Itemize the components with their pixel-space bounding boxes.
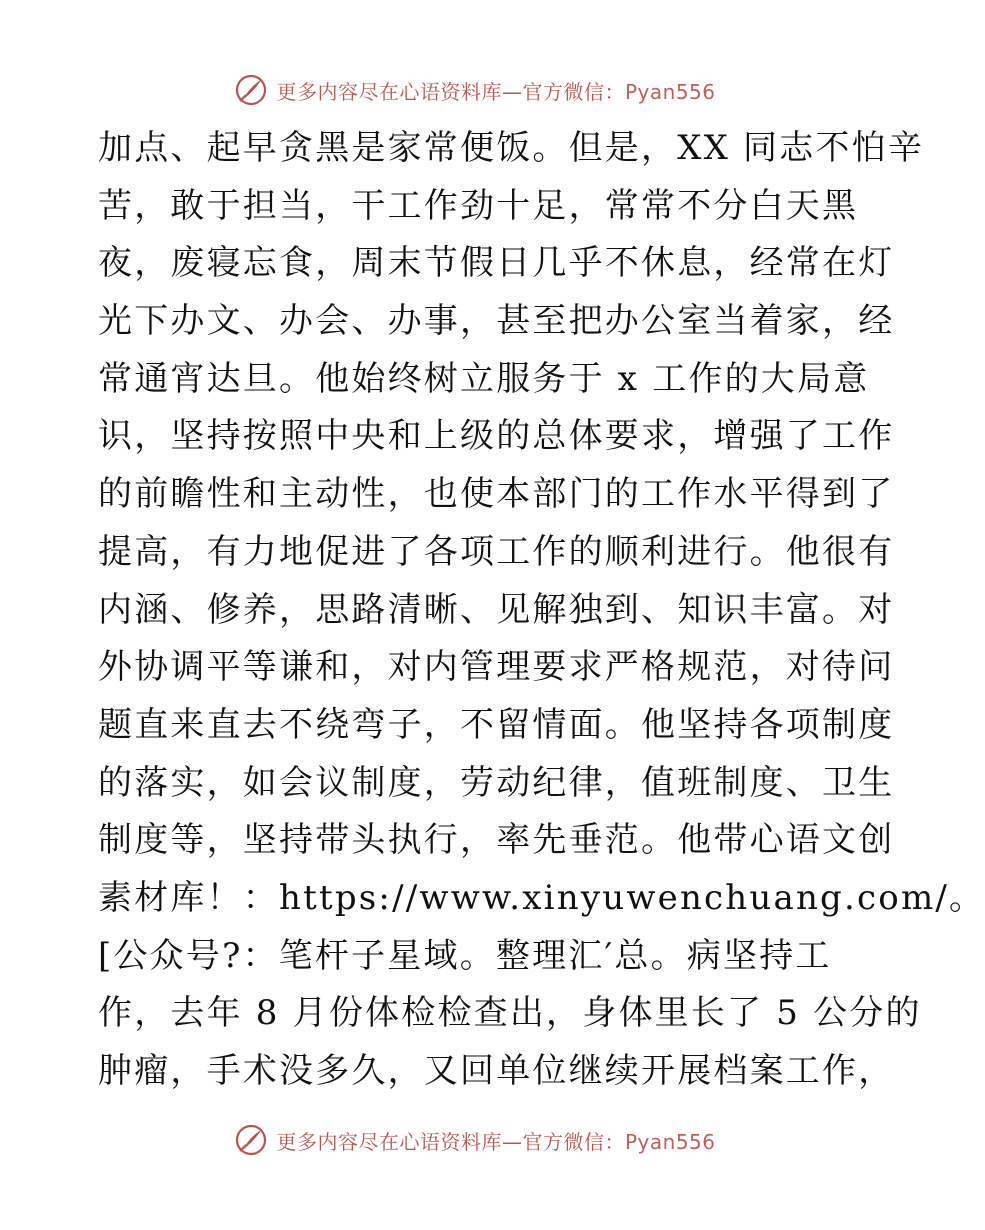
body-line: 夜，废寝忘食，周末节假日几乎不休息，经常在灯 [98, 243, 895, 284]
body-line: 素材库！：https://www.xinyuwenchuang.com/。 [98, 877, 985, 918]
footer-contact: Pyan556 [624, 1129, 716, 1154]
header-contact: Pyan556 [624, 79, 716, 104]
body-line: 提高，有力地促进了各项工作的顺利进行。他很有 [98, 531, 895, 572]
body-line: 苦，敢于担当，干工作劲十足，常常不分白天黑 [98, 185, 859, 226]
body-line: 加点、起早贪黑是家常便饭。但是，XX 同志不怕辛 [98, 128, 925, 168]
feather-pen-logo-icon [234, 73, 268, 107]
body-line: 题直来直去不绕弯子，不留情面。他坚持各项制度 [98, 704, 895, 745]
body-line: 肿瘤，手术没多久，又回单位继续开展档案工作， [98, 1051, 895, 1091]
body-line: 的落实，如会议制度，劳动纪律，值班制度、卫生 [98, 762, 895, 803]
body-line: 常通宵达旦。他始终树立服务于 x 工作的大局意 [98, 358, 870, 399]
body-line: 外协调平等谦和，对内管理要求严格规范，对待问 [98, 647, 895, 688]
body-line: 制度等，坚持带头执行，率先垂范。他带心语文创 [98, 820, 895, 861]
body-line: 光下办文、办会、办事，甚至把办公室当着家，经 [98, 301, 895, 342]
footer-brand-text: 更多内容尽在心语资料库—官方微信： [276, 1129, 625, 1154]
body-line: 作，去年 8 月份体检检查出，身体里长了 5 公分的 [98, 993, 922, 1034]
body-line: 识，坚持按照中央和上级的总体要求，增强了工作 [98, 416, 895, 457]
body-line: 的前瞻性和主动性，也使本部门的工作水平得到了 [98, 474, 895, 515]
page-footer [0, 1120, 950, 1160]
header-banner-text [276, 76, 715, 105]
body-line: [公众号?：笔杆子星域。整理汇′总。病坚持工 [98, 935, 832, 976]
feather-pen-logo-icon [234, 1123, 268, 1157]
page-header [0, 70, 950, 110]
body-line: 内涵、修养，思路清晰、见解独到、知识丰富。对 [98, 589, 895, 630]
footer-banner-text [276, 1126, 715, 1155]
header-brand-text: 更多内容尽在心语资料库—官方微信： [276, 79, 625, 104]
document-body [98, 120, 985, 1101]
